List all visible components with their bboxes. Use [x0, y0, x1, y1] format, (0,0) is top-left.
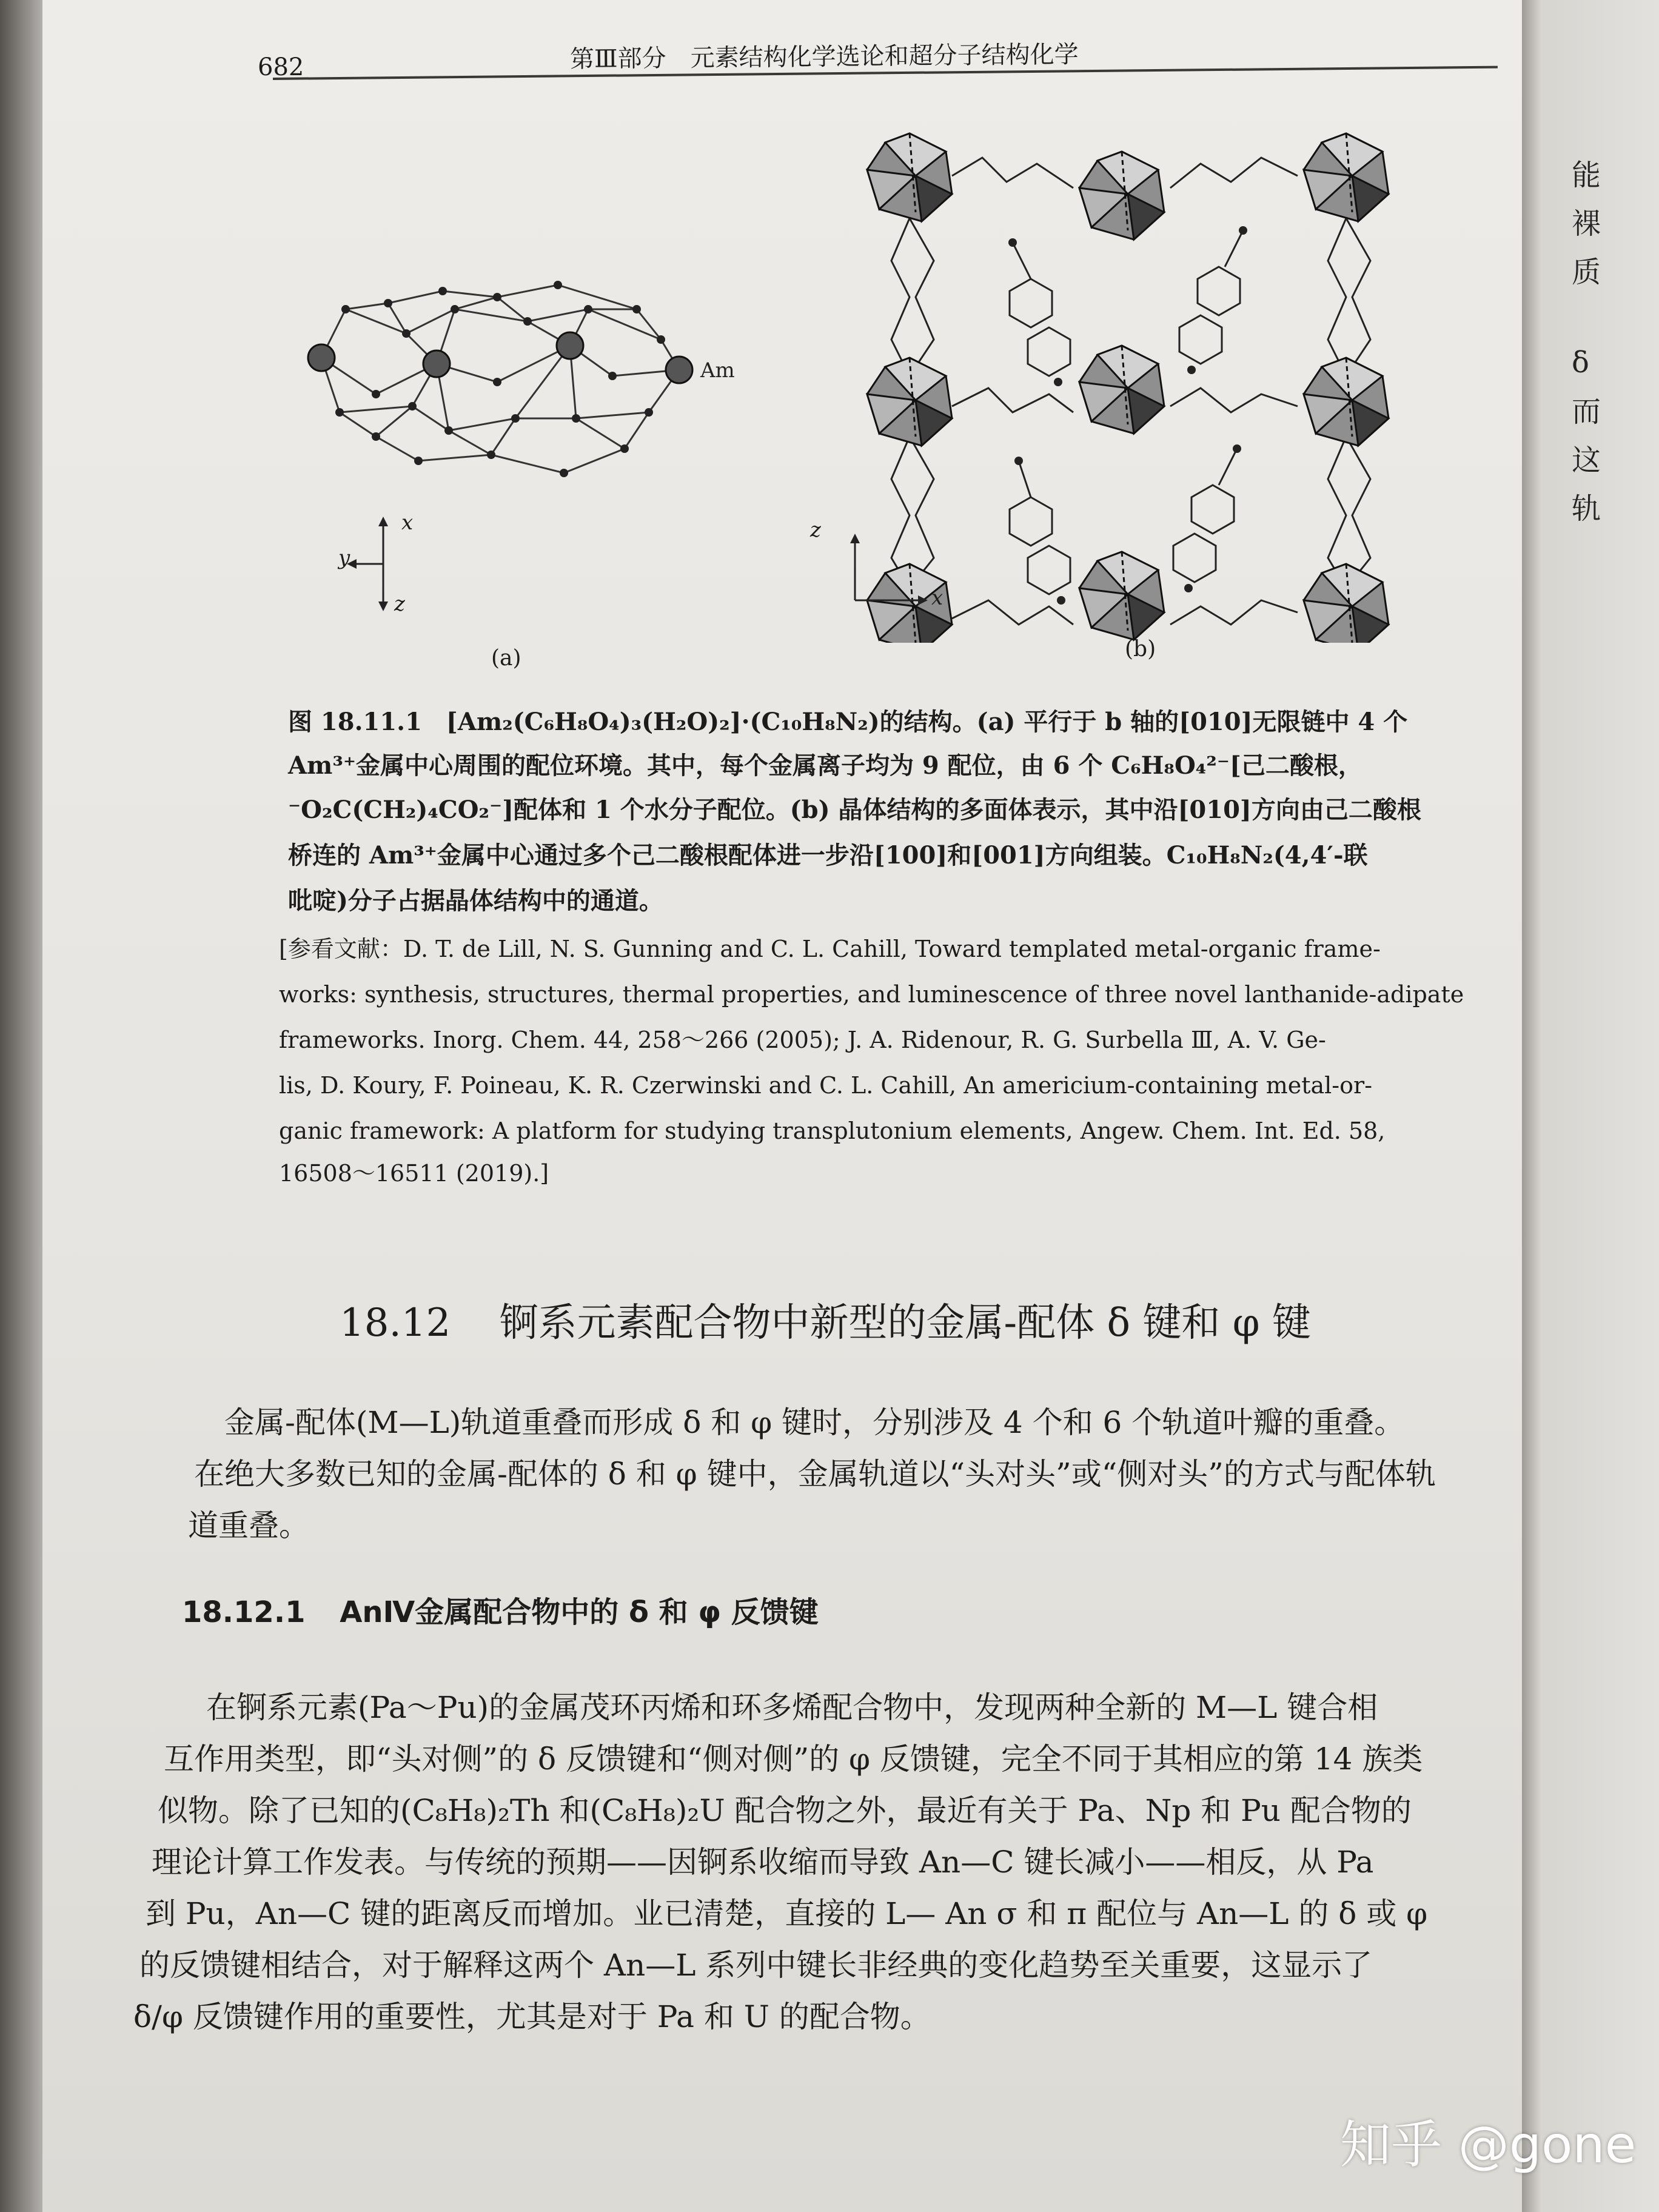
subsection-title: AnⅣ金属配合物中的 δ 和 φ 反馈键	[340, 1595, 819, 1629]
axis-y-label: y	[338, 546, 350, 570]
facing-page-char: 质	[1572, 255, 1601, 289]
book-page	[42, 0, 1522, 2212]
part-title: 第Ⅲ部分 元素结构化学选论和超分子结构化学	[569, 40, 1079, 74]
figure-b-axes	[843, 521, 940, 612]
zhihu-watermark: 知乎 @gone	[1340, 2115, 1637, 2174]
axis-x-label: x	[401, 511, 414, 535]
body-line: 的反馈键相结合，对于解释这两个 An—L 系列中键长非经典的变化趋势至关重要，这显示了	[139, 1948, 1373, 1983]
facing-page-char: 而	[1572, 395, 1601, 429]
body-line: δ/φ 反馈键作用的重要性，尤其是对于 Pa 和 U 的配合物。	[133, 1999, 931, 2034]
facing-page-char: δ	[1572, 346, 1589, 380]
reference-line: [参看文献：D. T. de Lill, N. S. Gunning and C. L. Cahill, Toward templated metal-organic frame-	[279, 936, 1381, 962]
figure-label-b: (b)	[1125, 637, 1156, 662]
section-heading	[340, 1292, 1311, 1347]
section-number: 18.12	[340, 1301, 451, 1346]
page-number: 682	[258, 53, 304, 81]
body-line: 似物。除了已知的(C₈H₈)₂Th 和(C₈H₈)₂U 配合物之外，最近有关于 Pa、Np 和 Pu 配合物的	[158, 1793, 1412, 1828]
facing-page-char: 能	[1572, 158, 1601, 192]
facing-page-char: 裸	[1572, 207, 1601, 241]
body-line: 在锕系元素(Pa～Pu)的金属茂环丙烯和环多烯配合物中，发现两种全新的 M—L 键合相	[206, 1690, 1378, 1725]
body-line: 互作用类型，即“头对侧”的 δ 反馈键和“侧对侧”的 φ 反馈键，完全不同于其相应的第 14 族类	[164, 1741, 1423, 1777]
subsection-heading	[182, 1589, 819, 1631]
body-line: 理论计算工作发表。与传统的预期——因锕系收缩而导致 An—C 键长减小——相反，从 Pa	[152, 1845, 1374, 1880]
reference-line: lis, D. Koury, F. Poineau, K. R. Czerwinski and C. L. Cahill, An americium-containing metal-or-	[279, 1072, 1373, 1099]
caption-line: 桥连的 Am³⁺金属中心通过多个己二酸根配体进一步沿[100]和[001]方向组装。C₁₀H₈N₂(4,4′-联	[288, 841, 1368, 870]
body-line: 道重叠。	[188, 1508, 309, 1543]
figure-b-polyhedral-framework	[849, 121, 1467, 643]
caption-line: 吡啶)分子占据晶体结构中的通道。	[288, 886, 663, 915]
reference-line: works: synthesis, structures, thermal properties, and luminescence of three novel lanthanide-adipate	[279, 981, 1464, 1008]
reference-line: 16508～16511 (2019).]	[279, 1160, 549, 1187]
figure-a-chain-structure	[297, 273, 819, 528]
reference-line: ganic framework: A platform for studying transplutonium elements, Angew. Chem. Int. Ed. 58,	[279, 1118, 1386, 1144]
subsection-number: 18.12.1	[182, 1595, 306, 1629]
caption-line: 图 18.11.1 [Am₂(C₆H₈O₄)₃(H₂O)₂]·(C₁₀H₈N₂)的结构。(a) 平行于 b 轴的[010]无限链中 4 个	[288, 708, 1408, 736]
section-title: 锕系元素配合物中新型的金属-配体 δ 键和 φ 键	[499, 1301, 1311, 1346]
body-line: 在绝大多数已知的金属-配体的 δ 和 φ 键中，金属轨道以“头对头”或“侧对头”的方式与配体轨	[194, 1456, 1436, 1492]
reference-line: frameworks. Inorg. Chem. 44, 258～266 (2005); J. A. Ridenour, R. G. Surbella Ⅲ, A. V. Ge-	[279, 1027, 1326, 1053]
figure-label-a: (a)	[491, 646, 521, 671]
caption-line: ⁻O₂C(CH₂)₄CO₂⁻]配体和 1 个水分子配位。(b) 晶体结构的多面体表示，其中沿[010]方向由己二酸根	[288, 796, 1421, 824]
facing-page-char: 轨	[1572, 492, 1601, 526]
axis-z-label: z	[810, 518, 821, 542]
caption-line: Am³⁺金属中心周围的配位环境。其中，每个金属离子均为 9 配位，由 6 个 C₆H₈O₄²⁻[己二酸根，	[288, 751, 1362, 780]
body-line: 到 Pu，An—C 键的距离反而增加。业已清楚，直接的 L— An σ 和 π 配位与 An—L 的 δ 或 φ	[146, 1896, 1428, 1931]
body-line: 金属-配体(M—L)轨道重叠而形成 δ 和 φ 键时，分别涉及 4 个和 6 个轨道叶瓣的重叠。	[224, 1405, 1405, 1440]
facing-page	[1522, 0, 1659, 2212]
axis-x-label: x	[931, 586, 943, 610]
axis-z-label: z	[394, 592, 405, 616]
facing-page-char: 这	[1572, 443, 1601, 477]
page-edge	[0, 0, 42, 2212]
americium-label: Am	[700, 358, 735, 383]
